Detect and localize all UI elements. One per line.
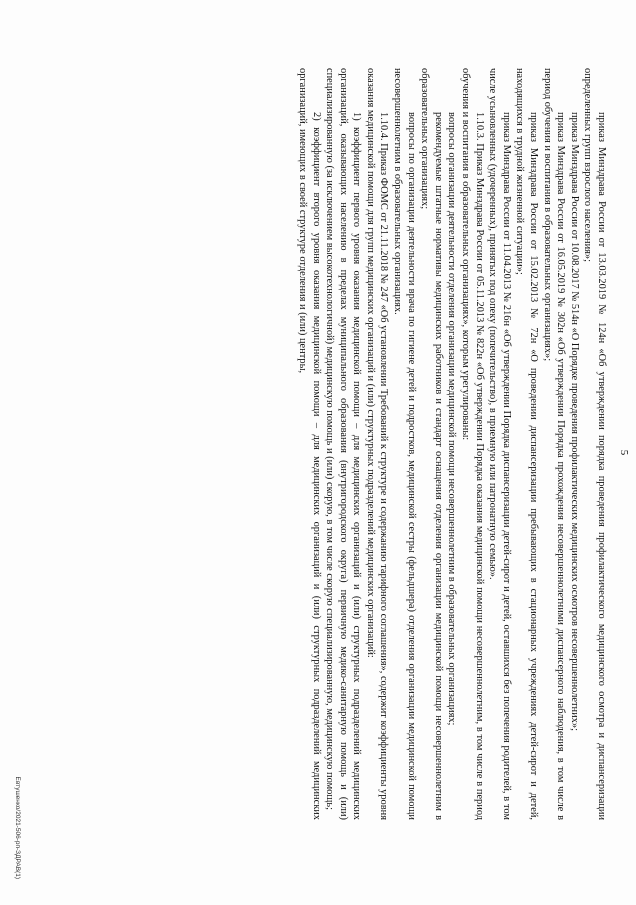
body-text bbox=[295, 68, 608, 820]
paragraph: рекомендуемые штатные нормативы медицинских работников и стандарт оснащения отделения организации медицинской помощи несовершеннолетним в образовательных организациях; bbox=[419, 68, 444, 820]
paragraph: вопросы организации деятельности отделения организации медицинской помощи несовершеннолетним в образовательных организациях; bbox=[446, 112, 458, 726]
paragraph: приказ Минздрава России от 13.03.2019 № 124н «Об утверждении порядка проведения профилактического медицинского осмотра и диспансеризации определенных групп взрослого населения»; bbox=[582, 68, 607, 820]
page-number: 5 bbox=[618, 449, 630, 456]
paragraph: приказ Минздрава России от 15.02.2013 № 72н «О проведении диспансеризации пребывающих в стационарных учреждениях детей-сирот и детей, находящихся в трудной жизненной ситуации»; bbox=[514, 68, 540, 820]
paragraph: 1.10.3. Приказ Минздрава России от 05.11.2013 № 822н «Об утверждении Порядка оказания медицинской помощи несовершеннолетним, в том числе в период обучения и воспитания в образовательных организациях», которым урегулированы: bbox=[460, 68, 485, 820]
paragraph: 2) коэффициент второго уровня оказания медицинской помощи – для медицинских организаций и (или) структурных подразделений медицинских организаций, имеющих в своей структуре отделения и (или) центры, bbox=[296, 68, 322, 820]
paragraph: приказ Минздрава России от 10.08.2017 № 514н «О Порядке проведения профилактических медицинских осмотров несовершеннолетних»; bbox=[568, 112, 580, 731]
footer-document-id: Евтушенко/2021-506-рп-ЗДРАВ(1) bbox=[14, 776, 21, 879]
paragraph: 1) коэффициент первого уровня оказания медицинской помощи – для медицинских организаций и (или) структурных подразделений медицинских организаций, оказывающих населению в пределах муниципального образования (внутригородского округа) первичную медико-санитарную помощь и (или) специализированную (за исключением высокотехнологичной) медицинскую помощь и (или) скорую, в том числе скорую специализированную, медицинскую помощь; bbox=[324, 68, 363, 820]
paragraph: вопросы по организации деятельности врача по гигиене детей и подростков, медицинской сестры (фельдшера) отделения организации медицинской помощи несовершеннолетним в образовательных организациях. bbox=[392, 68, 417, 820]
paragraph: приказ Минздрава России от 11.04.2013 № 216н «Об утверждении Порядка диспансеризации детей-сирот и детей, оставшихся без попечения родителей, в том числе усыновленных (удочеренных), принятых под опеку (попечительство), в приемную или патронатную семью». bbox=[487, 68, 512, 820]
paragraph: 1.10.4. Приказ ФОМС от 21.11.2018 № 247 «Об установлении Требований к структуре и содержанию тарифного соглашения», содержит коэффициенты уровня оказания медицинской помощи для групп медицинских организаций и (или) структурных подразделений медицинских организаций: bbox=[364, 68, 390, 820]
paragraph: приказ Минздрава России от 16.05.2019 № 302н «Об утверждении Порядка прохождения несовершеннолетними диспансерного наблюдения, в том числе в период обучения и воспитания в образовательных организациях»; bbox=[541, 68, 567, 820]
